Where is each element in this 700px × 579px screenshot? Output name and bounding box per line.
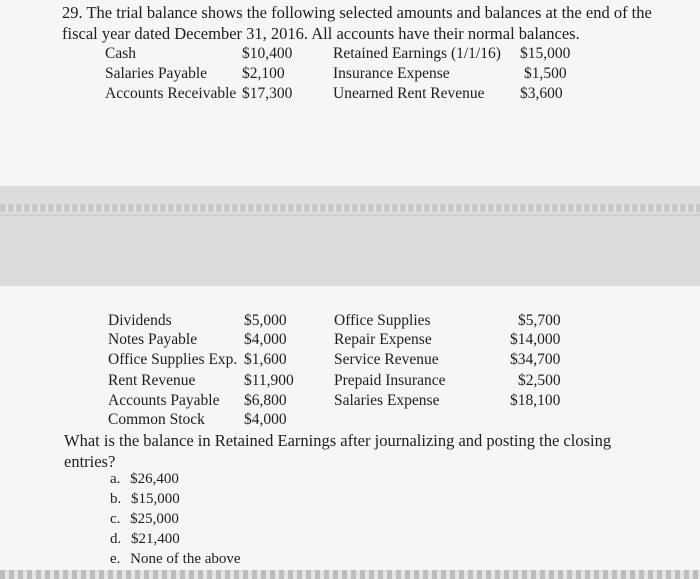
option-letter: c.: [110, 511, 121, 527]
account-name: Notes Payable: [108, 331, 198, 348]
account-name: Office Supplies Exp.: [108, 351, 238, 368]
prompt-line-2: entries?: [64, 452, 116, 471]
answer-option-a: [110, 471, 179, 488]
account-name: Accounts Receivable: [105, 85, 237, 102]
account-name: Accounts Payable: [108, 392, 220, 409]
option-text: None of the above: [130, 551, 241, 567]
option-letter: e.: [110, 551, 121, 567]
answer-option-d: [110, 531, 180, 548]
account-name: Common Stock: [108, 411, 205, 428]
separator-line: [0, 214, 700, 216]
account-amount: $34,700: [510, 351, 561, 368]
option-letter: d.: [110, 531, 122, 547]
account-amount: $11,900: [244, 372, 294, 389]
option-text: $21,400: [131, 531, 180, 547]
account-name: Unearned Rent Revenue: [333, 85, 485, 102]
bottom-edge-pattern: [0, 570, 700, 579]
account-amount: $4,000: [244, 331, 287, 348]
account-amount: $17,300: [242, 85, 293, 102]
separator-pattern: [0, 204, 700, 212]
account-name: Prepaid Insurance: [334, 372, 446, 389]
account-amount: $10,400: [242, 45, 293, 62]
account-name: Rent Revenue: [108, 372, 196, 389]
account-amount: $3,600: [520, 85, 563, 102]
account-name: Retained Earnings (1/1/16): [333, 45, 501, 62]
account-name: Office Supplies: [334, 312, 431, 329]
account-name: Dividends: [108, 312, 172, 329]
question-line-1: 29. The trial balance shows the following selected amounts and balances at the end of the: [62, 3, 652, 22]
account-amount: $6,800: [244, 392, 287, 409]
account-name: Repair Expense: [334, 331, 432, 348]
account-amount: $5,700: [518, 312, 561, 329]
account-name: Cash: [105, 45, 136, 62]
account-name: Salaries Expense: [334, 392, 440, 409]
account-amount: $4,000: [244, 411, 287, 428]
account-name: Insurance Expense: [333, 65, 450, 82]
option-letter: b.: [110, 491, 122, 507]
account-amount: $1,600: [244, 351, 287, 368]
account-amount: $1,500: [524, 65, 567, 82]
answer-option-c: [110, 511, 179, 528]
account-amount: $2,100: [242, 65, 285, 82]
question-line-2: fiscal year dated December 31, 2016. All accounts have their normal balances.: [62, 24, 580, 43]
account-amount: $14,000: [510, 331, 561, 348]
separator-band: [0, 186, 700, 286]
account-amount: $15,000: [520, 45, 571, 62]
account-amount: $18,100: [510, 392, 561, 409]
option-text: $15,000: [131, 491, 180, 507]
option-letter: a.: [110, 471, 121, 487]
prompt-line-1: What is the balance in Retained Earnings after journalizing and posting the closing: [64, 431, 612, 450]
account-amount: $2,500: [518, 372, 561, 389]
account-amount: $5,000: [244, 312, 287, 329]
option-text: $25,000: [130, 511, 179, 527]
account-name: Service Revenue: [334, 351, 439, 368]
option-text: $26,400: [130, 471, 179, 487]
answer-option-e: [110, 551, 241, 568]
answer-option-b: [110, 491, 180, 508]
account-name: Salaries Payable: [105, 65, 208, 82]
